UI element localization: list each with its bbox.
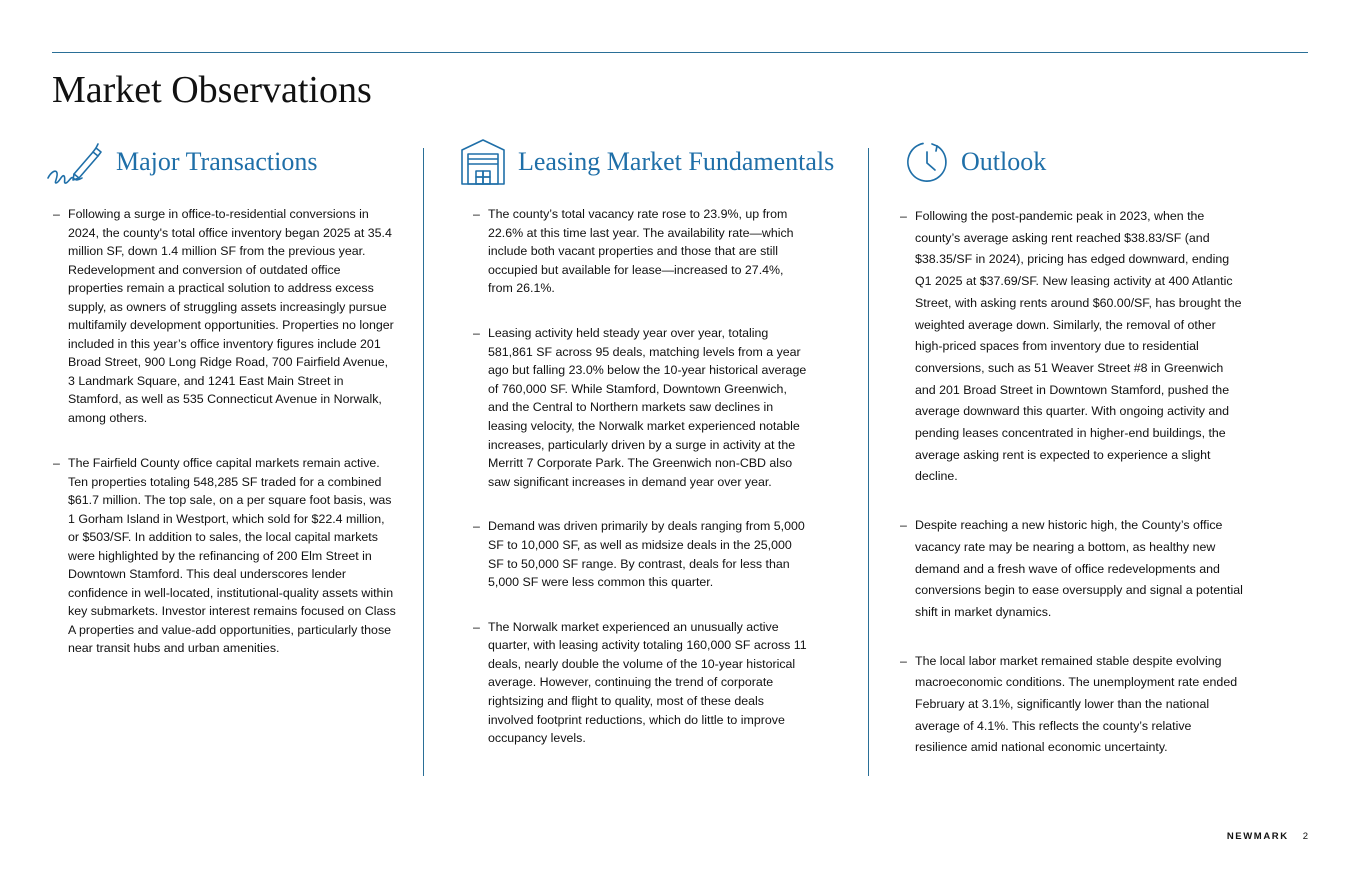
clock-icon <box>905 140 949 184</box>
outlook-column <box>905 136 1255 759</box>
top-rule <box>52 52 1308 53</box>
list-item: – Despite reaching a new historic high, the County’s office vacancy rate may be nearing a bottom, as healthy new demand and a fresh wave of office redevelopments and conversions begin to ease oversupply and signal a potential shift in market dynamics. <box>915 515 1245 624</box>
list-item: – The local labor market remained stable despite evolving macroeconomic conditions. The unemployment rate ended February at 3.1%, significantly lower than the national average of 4.1%. This reflects the county’s relative resilience amid national economic uncertainty. <box>915 651 1245 760</box>
major-transactions-column <box>46 136 396 658</box>
list-item: – Demand was driven primarily by deals ranging from 5,000 SF to 10,000 SF, as well as midsize deals in the 25,000 SF to 50,000 SF range. By contrast, deals for less than 5,000 SF were less common this quarter. <box>488 517 808 591</box>
brand-logo: NEWMARK <box>1226 831 1289 842</box>
outlook-title: Outlook <box>961 147 1047 176</box>
major-transactions-list <box>68 205 396 658</box>
leasing-fundamentals-list <box>488 205 808 748</box>
outlook-list <box>915 206 1245 759</box>
warehouse-icon <box>460 138 506 186</box>
list-item: – Leasing activity held steady year over year, totaling 581,861 SF across 95 deals, matching levels from a year ago but falling 23.0% below the 10-year historical average of 760,000 SF. While Stamford, Downtown Greenwich, and the Central to Northern markets saw declines in leasing velocity, the Norwalk market experienced notable increases, particularly driven by a surge in activity at the Merritt 7 Corporate Park. The Greenwich non-CBD also saw significant increases in demand year over year. <box>488 324 808 491</box>
list-item: – Following a surge in office-to-residential conversions in 2024, the county's total office inventory began 2025 at 35.4 million SF, down 1.4 million SF from the previous year. Redevelopment and conversion of outdated office properties remain a practical solution to address excess supply, as owners of struggling assets increasingly pursue multifamily development opportunities. Properties no longer included in this year’s office inventory figures include 201 Broad Street, 900 Long Ridge Road, 700 Fairfield Avenue, 3 Landmark Square, and 1241 East Main Street in Stamford, as well as 535 Connecticut Avenue in Norwalk, among others. <box>68 205 396 427</box>
page-number: 2 <box>1302 831 1308 842</box>
list-item: – The Norwalk market experienced an unusually active quarter, with leasing activity totaling 160,000 SF across 11 deals, nearly double the volume of the 10-year historical average. However, continuing the trend of corporate rightsizing and flight to quality, most of these deals involved footprint reductions, which do little to improve occupancy levels. <box>488 618 808 748</box>
major-transactions-title: Major Transactions <box>116 147 318 176</box>
column-divider <box>868 148 869 776</box>
list-item: – Following the post-pandemic peak in 2023, when the county’s average asking rent reached $38.83/SF (and $38.35/SF in 2024), pricing has edged downward, ending Q1 2025 at $37.69/SF. New leasing activity at 400 Atlantic Street, with asking rents around $60.00/SF, has brought the weighted average down. Similarly, the removal of other high-priced spaces from inventory due to residential conversions, such as 51 Weaver Street #8 in Greenwich and 201 Broad Street in Downtown Stamford, pushed the average downward this quarter. With ongoing activity and pending leases concentrated in higher-end buildings, the average asking rent is expected to experience a slight decline. <box>915 206 1245 488</box>
leasing-fundamentals-column <box>460 136 835 748</box>
signature-pen-icon <box>46 136 104 188</box>
page-title: Market Observations <box>52 69 372 111</box>
major-transactions-header <box>46 136 396 188</box>
footer <box>1227 831 1308 842</box>
column-divider <box>423 148 424 776</box>
leasing-fundamentals-header <box>460 136 835 188</box>
outlook-header <box>905 136 1255 188</box>
leasing-fundamentals-title: Leasing Market Fundamentals <box>518 147 835 176</box>
list-item: – The county’s total vacancy rate rose to 23.9%, up from 22.6% at this time last year. The availability rate—which include both vacant properties and those that are still occupied but available for lease—increased to 27.4%, from 26.1%. <box>488 205 808 298</box>
list-item: – The Fairfield County office capital markets remain active. Ten properties totaling 548,285 SF traded for a combined $61.7 million. The top sale, on a per square foot basis, was 1 Gorham Island in Westport, which sold for $22.4 million, or $503/SF. In addition to sales, the local capital markets were highlighted by the refinancing of 200 Elm Street in Downtown Stamford. This deal underscores lender confidence in well-located, institutional-quality assets within key submarkets. Investor interest remains focused on Class A properties and value-add opportunities, particularly those near transit hubs and urban amenities. <box>68 454 396 658</box>
